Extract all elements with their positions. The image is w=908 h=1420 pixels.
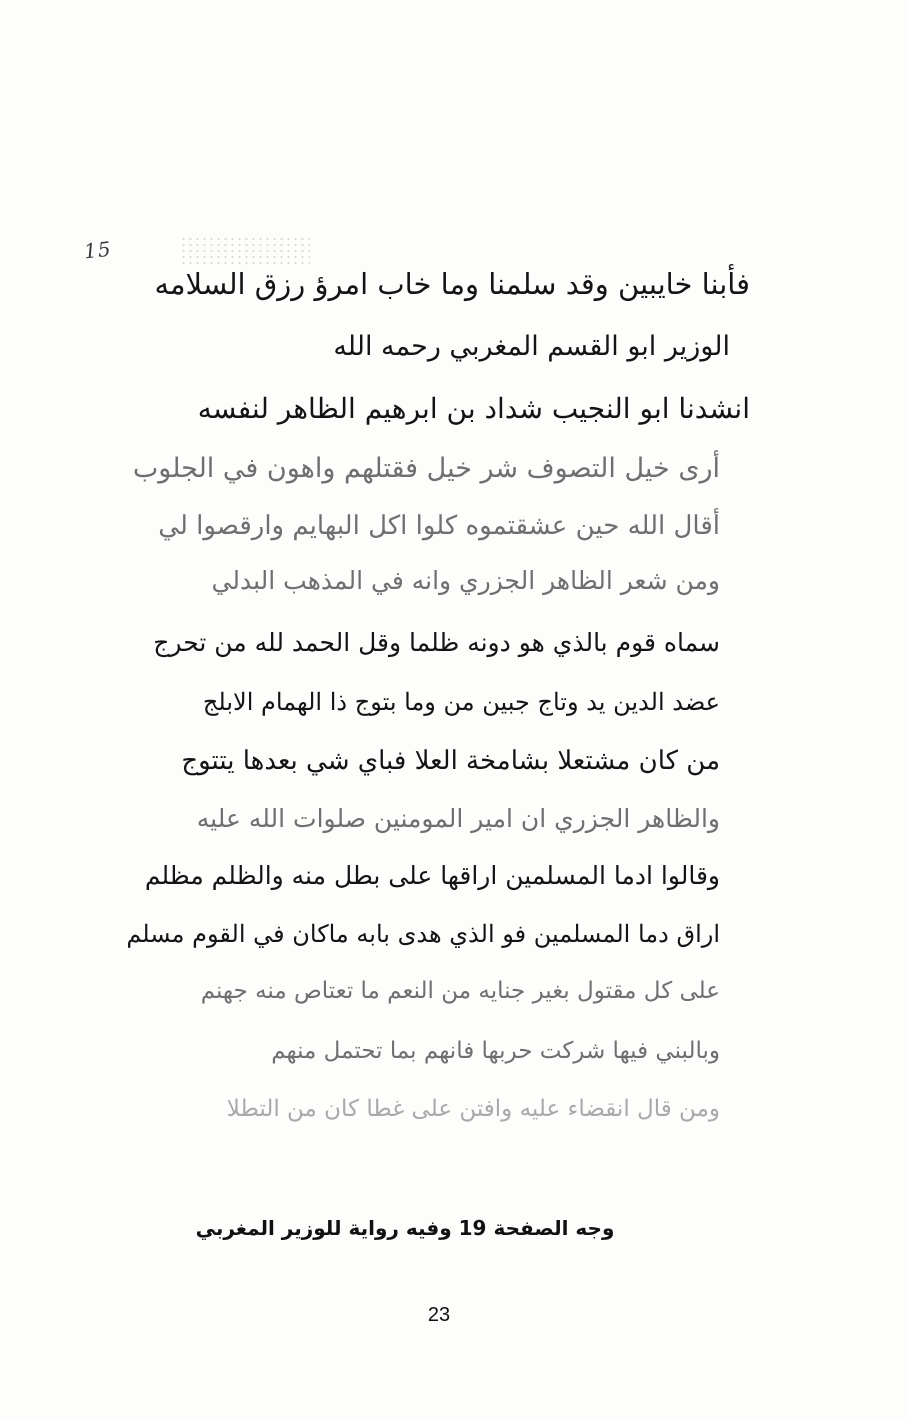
figure-caption: وجه الصفحة 19 وفيه رواية للوزير المغربي (195, 1216, 615, 1240)
manuscript-line: والظاهر الجزري ان امير المومنين صلوات الله عليه (196, 804, 720, 833)
manuscript-line: وقالوا ادما المسلمين اراقها على بطل منه والظلم مظلم (144, 861, 720, 890)
manuscript-image (126, 250, 750, 1150)
manuscript-line: من كان مشتعلا بشامخة العلا فباي شي بعدها يتتوج (181, 746, 720, 776)
manuscript-line: أقال الله حين عشقتموه كلوا اكل البهايم وارقصوا لي (158, 511, 720, 541)
manuscript-line: اراق دما المسلمين فو الذي هدى بابه ماكان في القوم مسلم (126, 920, 720, 948)
manuscript-line: سماه قوم بالذي هو دونه ظلما وقل الحمد لله من تحرج (153, 628, 720, 657)
manuscript-line: عضد الدين يد وتاج جبين من وما بتوج ذا الهمام الابلج (202, 688, 720, 716)
manuscript-line: ومن قال انقضاء عليه وافتن على غطا كان من التطلا (226, 1096, 720, 1122)
manuscript-line: الوزير ابو القسم المغربي رحمه الله (333, 331, 730, 362)
manuscript-line: انشدنا ابو النجيب شداد بن ابرهيم الظاهر لنفسه (197, 392, 750, 425)
folio-mark: 15 (82, 236, 113, 264)
manuscript-line: ومن شعر الظاهر الجزري وانه في المذهب البدلي (211, 566, 720, 595)
page-number: 23 (427, 1304, 451, 1326)
manuscript-line: على كل مقتول بغير جنايه من النعم ما تعتاص منه جهنم (200, 978, 720, 1004)
manuscript-line: أرى خيل التصوف شر خيل فقتلهم واهون في الجلوب (132, 453, 720, 484)
manuscript-line: وبالبني فيها شركت حربها فانهم بما تحتمل منهم (271, 1038, 720, 1064)
manuscript-line: فأبنا خايبين وقد سلمنا وما خاب امرؤ رزق السلامه (154, 267, 750, 301)
